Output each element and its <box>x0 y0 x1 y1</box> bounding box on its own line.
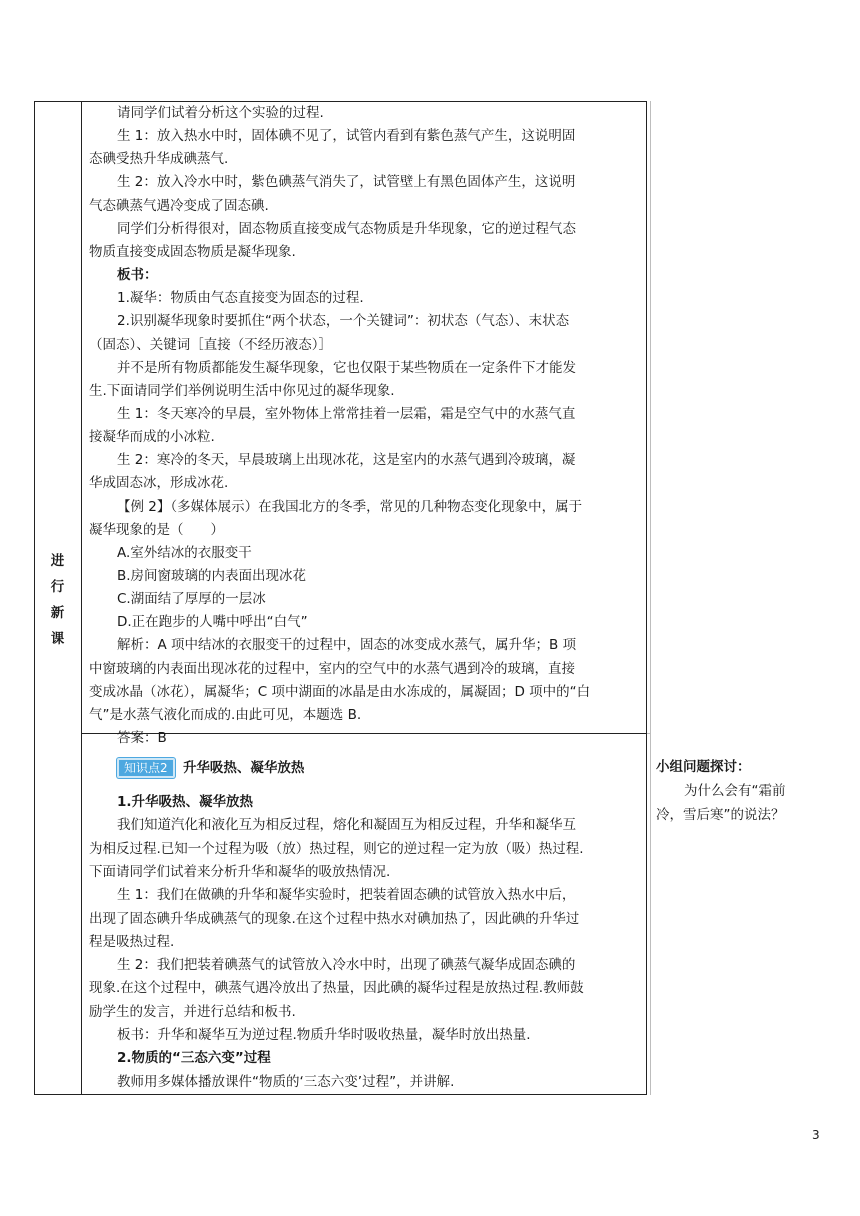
text-line: 现象.在这个过程中，碘蒸气遇冷放出了热量，因此碘的凝华过程是放热过程.教师鼓 <box>89 980 584 997</box>
text-line: 生 1：放入热水中时，固体碘不见了，试管内看到有紫色蒸气产生，这说明固 <box>117 128 576 145</box>
category-label <box>34 548 81 652</box>
text-line: （固态）、关键词［直接（不经历液态）］ <box>89 336 332 353</box>
text-line: 2.识别凝华现象时要抓住“两个状态，一个关键词”：初状态（气态）、末状态 <box>117 313 570 330</box>
text-line: 1.凝华：物质由气态直接变为固态的过程. <box>117 290 364 307</box>
text-line: 物质直接变成固态物质是凝华现象. <box>89 243 296 260</box>
text-line: 生 2：寒冷的冬天，早晨玻璃上出现冰花，这是室内的水蒸气遇到冷玻璃，凝 <box>117 452 576 469</box>
text-line: 生 2：放入冷水中时，紫色碘蒸气消失了，试管壁上有黑色固体产生，这说明 <box>117 174 576 191</box>
text-line: 气态碘蒸气遇冷变成了固态碘. <box>89 197 269 214</box>
text-line: 请同学们试着分析这个实验的过程. <box>117 105 324 121</box>
text-line: 【例 2】（多媒体展示）在我国北方的冬季，常见的几种物态变化现象中，属于 <box>117 498 583 515</box>
text-line: 中窗玻璃的内表面出现冰花的过程中，室内的空气中的水蒸气遇到冷的玻璃，直接 <box>89 660 575 677</box>
text-line: 教师用多媒体播放课件“物质的‘三态六变’过程”，并讲解. <box>117 1073 455 1090</box>
text-line: B.房间窗玻璃的内表面出现冰花 <box>117 568 307 584</box>
table-top-border <box>34 101 646 102</box>
text-line: 气”是水蒸气液化而成的.由此可见，本题选 B. <box>89 706 362 723</box>
text-line: 励学生的发言，并进行总结和板书. <box>89 1003 296 1020</box>
category-char: 行 <box>50 579 65 595</box>
text-line: 同学们分析得很对，固态物质直接变成气态物质是升华现象，它的逆过程气态 <box>117 220 576 237</box>
category-char: 新 <box>50 605 65 621</box>
text-line: 华成固态冰，形成冰花. <box>89 475 229 492</box>
text-line: 变成冰晶（冰花），属凝华；C 项中湖面的冰晶是由水冻成的，属凝固；D 项中的“白 <box>89 683 591 700</box>
discussion-question: 冷，雪后寒”的说法？ <box>656 807 785 823</box>
content-divider <box>646 101 647 1095</box>
text-line: 2.物质的“三态六变”过程 <box>117 1050 271 1067</box>
discussion-title: 小组问题探讨： <box>656 759 751 775</box>
text-line: 态碘受热升华成碘蒸气. <box>89 151 229 168</box>
knowledge-point-badge: 知识点2 <box>117 758 175 778</box>
text-line: 凝华现象的是（ ） <box>89 521 224 538</box>
text-line: 我们知道汽化和液化互为相反过程，熔化和凝固互为相反过程，升华和凝华互 <box>117 817 576 834</box>
category-char: 课 <box>50 631 65 647</box>
text-line: 1.升华吸热、凝华放热 <box>117 794 254 810</box>
table-bottom-border <box>34 1094 646 1095</box>
text-line: 解析：A 项中结冰的衣服变干的过程中，固态的冰变成水蒸气，属升华；B 项 <box>117 637 577 654</box>
text-line: D.正在跑步的人嘴中呼出“白气” <box>117 614 308 631</box>
text-line: 生 2：我们把装着碘蒸气的试管放入冷水中时，出现了碘蒸气凝华成固态碘的 <box>117 957 576 974</box>
text-line: 下面请同学们试着来分析升华和凝华的吸放热情况. <box>89 863 391 880</box>
knowledge-point-title: 升华吸热、凝华放热 <box>182 760 305 776</box>
category-divider <box>81 101 82 1095</box>
text-line: 板书：升华和凝华互为逆过程.物质升华时吸收热量，凝华时放出热量. <box>117 1027 531 1043</box>
text-line: A.室外结冰的衣服变干 <box>117 544 252 561</box>
text-line: 生 1：冬天寒冷的早晨，室外物体上常常挂着一层霜，霜是空气中的水蒸气直 <box>117 405 576 422</box>
text-line: 接凝华而成的小冰粒. <box>89 429 215 446</box>
text-line: 板书： <box>117 267 158 284</box>
text-line: C.湖面结了厚厚的一层冰 <box>117 591 266 608</box>
text-line: 出现了固态碘升华成碘蒸气的现象.在这个过程中热水对碘加热了，因此碘的升华过 <box>89 910 580 927</box>
text-line: 并不是所有物质都能发生凝华现象，它也仅限于某些物质在一定条件下才能发 <box>117 359 576 376</box>
text-line: 答案：B <box>117 730 167 747</box>
text-line: 生 1：我们在做碘的升华和凝华实验时，把装着固态碘的试管放入热水中后， <box>117 887 576 904</box>
text-line: 生.下面请同学们举例说明生活中你见过的凝华现象. <box>89 382 395 399</box>
text-line: 为相反过程.已知一个过程为吸（放）热过程，则它的逆过程一定为放（吸）热过程. <box>89 840 584 857</box>
category-char: 进 <box>50 553 65 569</box>
text-line: 程是吸热过程. <box>89 933 175 950</box>
discussion-question: 为什么会有“霜前 <box>684 783 786 799</box>
side-column-edge <box>650 101 651 1095</box>
page-number: 3 <box>812 1128 820 1142</box>
